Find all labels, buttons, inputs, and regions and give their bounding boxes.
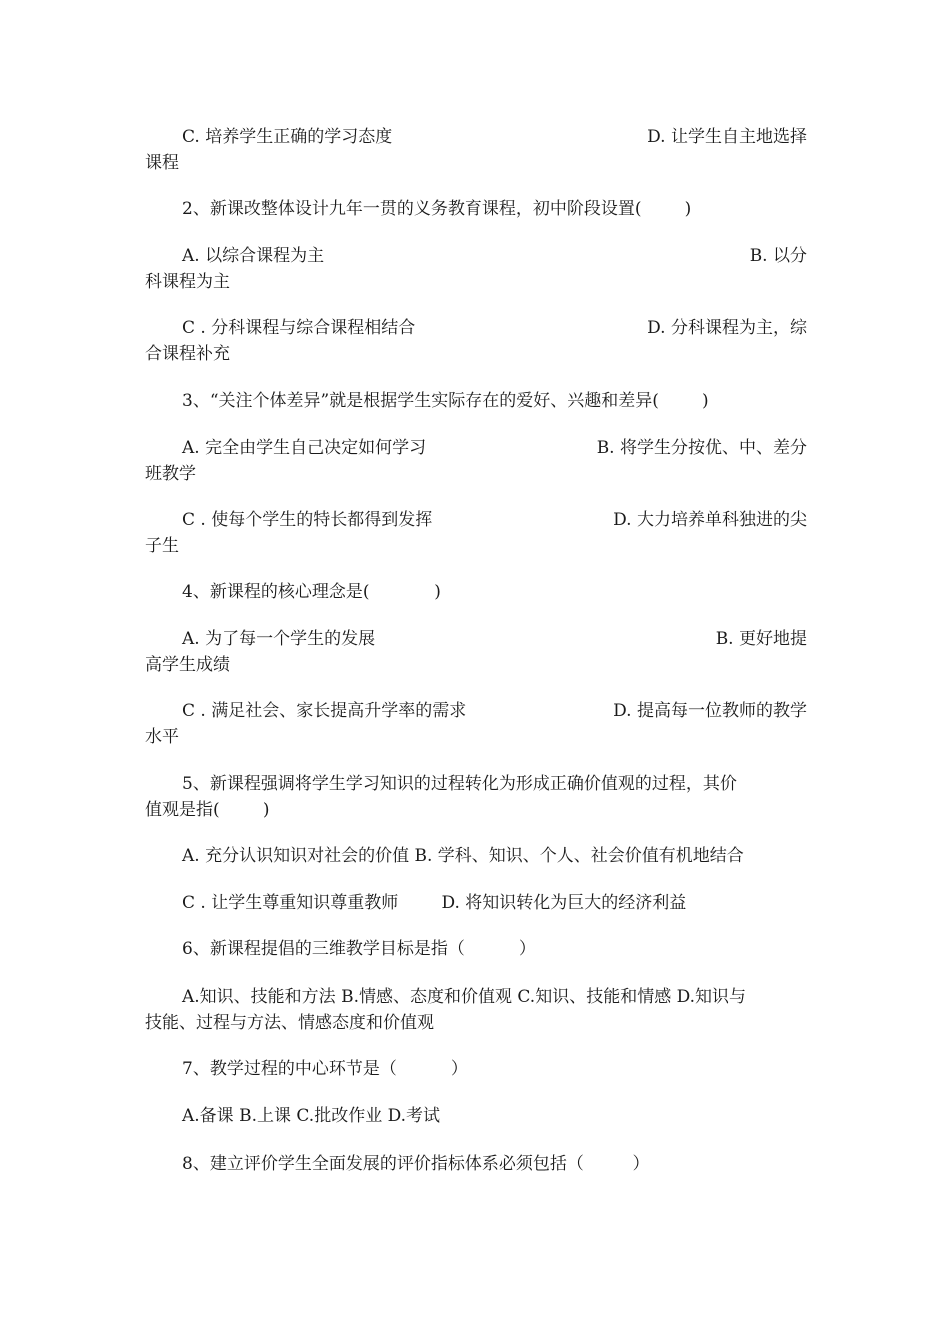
option-row [182,435,807,461]
option-c: C . 满足社会、家长提高升学率的需求 [182,701,467,721]
options-line: C . 让学生尊重知识尊重教师 D. 将知识转化为巨大的经济利益 [182,893,687,913]
option-d: D. 让学生自主地选择 [647,127,807,147]
option-row [182,626,807,652]
question-2: 2、新课改整体设计九年一贯的义务教育课程，初中阶段设置( ) [182,199,692,219]
options-line: A.备课 B.上课 C.批改作业 D.考试 [182,1106,441,1126]
continuation-line: 科课程为主 [145,272,230,292]
question-3: 3、“关注个体差异”就是根据学生实际存在的爱好、兴趣和差异( ) [182,391,709,411]
continuation-line: 高学生成绩 [145,655,230,675]
question-6: 6、新课程提倡的三维教学目标是指（ ） [182,939,536,959]
option-row [182,698,807,724]
continuation-line: 班教学 [145,464,196,484]
continuation-line: 合课程补充 [145,344,230,364]
continuation-line: 课程 [145,153,179,173]
options-line: A. 充分认识知识对社会的价值 B. 学科、知识、个人、社会价值有机地结合 [182,846,744,866]
option-b: B. 将学生分按优、中、差分 [596,438,807,458]
option-c: C. 培养学生正确的学习态度 [182,127,393,147]
option-b: B. 更好地提 [715,629,807,649]
option-a: A. 完全由学生自己决定如何学习 [182,438,427,458]
continuation-line: 子生 [145,536,179,556]
option-a: A. 为了每一个学生的发展 [182,629,376,649]
options-line: A.知识、技能和方法 B.情感、态度和价值观 C.知识、技能和情感 D.知识与 [182,987,747,1007]
option-row [182,315,807,341]
option-d: D. 分科课程为主，综 [647,318,807,338]
option-b: B. 以分 [749,246,807,266]
question-8: 8、建立评价学生全面发展的评价指标体系必须包括（ ） [182,1154,650,1174]
option-row [182,243,807,269]
continuation-line: 技能、过程与方法、情感态度和价值观 [145,1013,434,1033]
continuation-line: 值观是指( ) [145,800,270,820]
option-c: C . 使每个学生的特长都得到发挥 [182,510,433,530]
option-d: D. 提高每一位教师的教学 [613,701,807,721]
question-7: 7、教学过程的中心环节是（ ） [182,1059,468,1079]
option-a: A. 以综合课程为主 [182,246,325,266]
option-c: C . 分科课程与综合课程相结合 [182,318,416,338]
question-5: 5、新课程强调将学生学习知识的过程转化为形成正确价值观的过程，其价 [182,774,737,794]
option-row [182,124,807,150]
option-row [182,507,807,533]
option-d: D. 大力培养单科独进的尖 [613,510,807,530]
continuation-line: 水平 [145,727,179,747]
question-4: 4、新课程的核心理念是( ) [182,582,441,602]
